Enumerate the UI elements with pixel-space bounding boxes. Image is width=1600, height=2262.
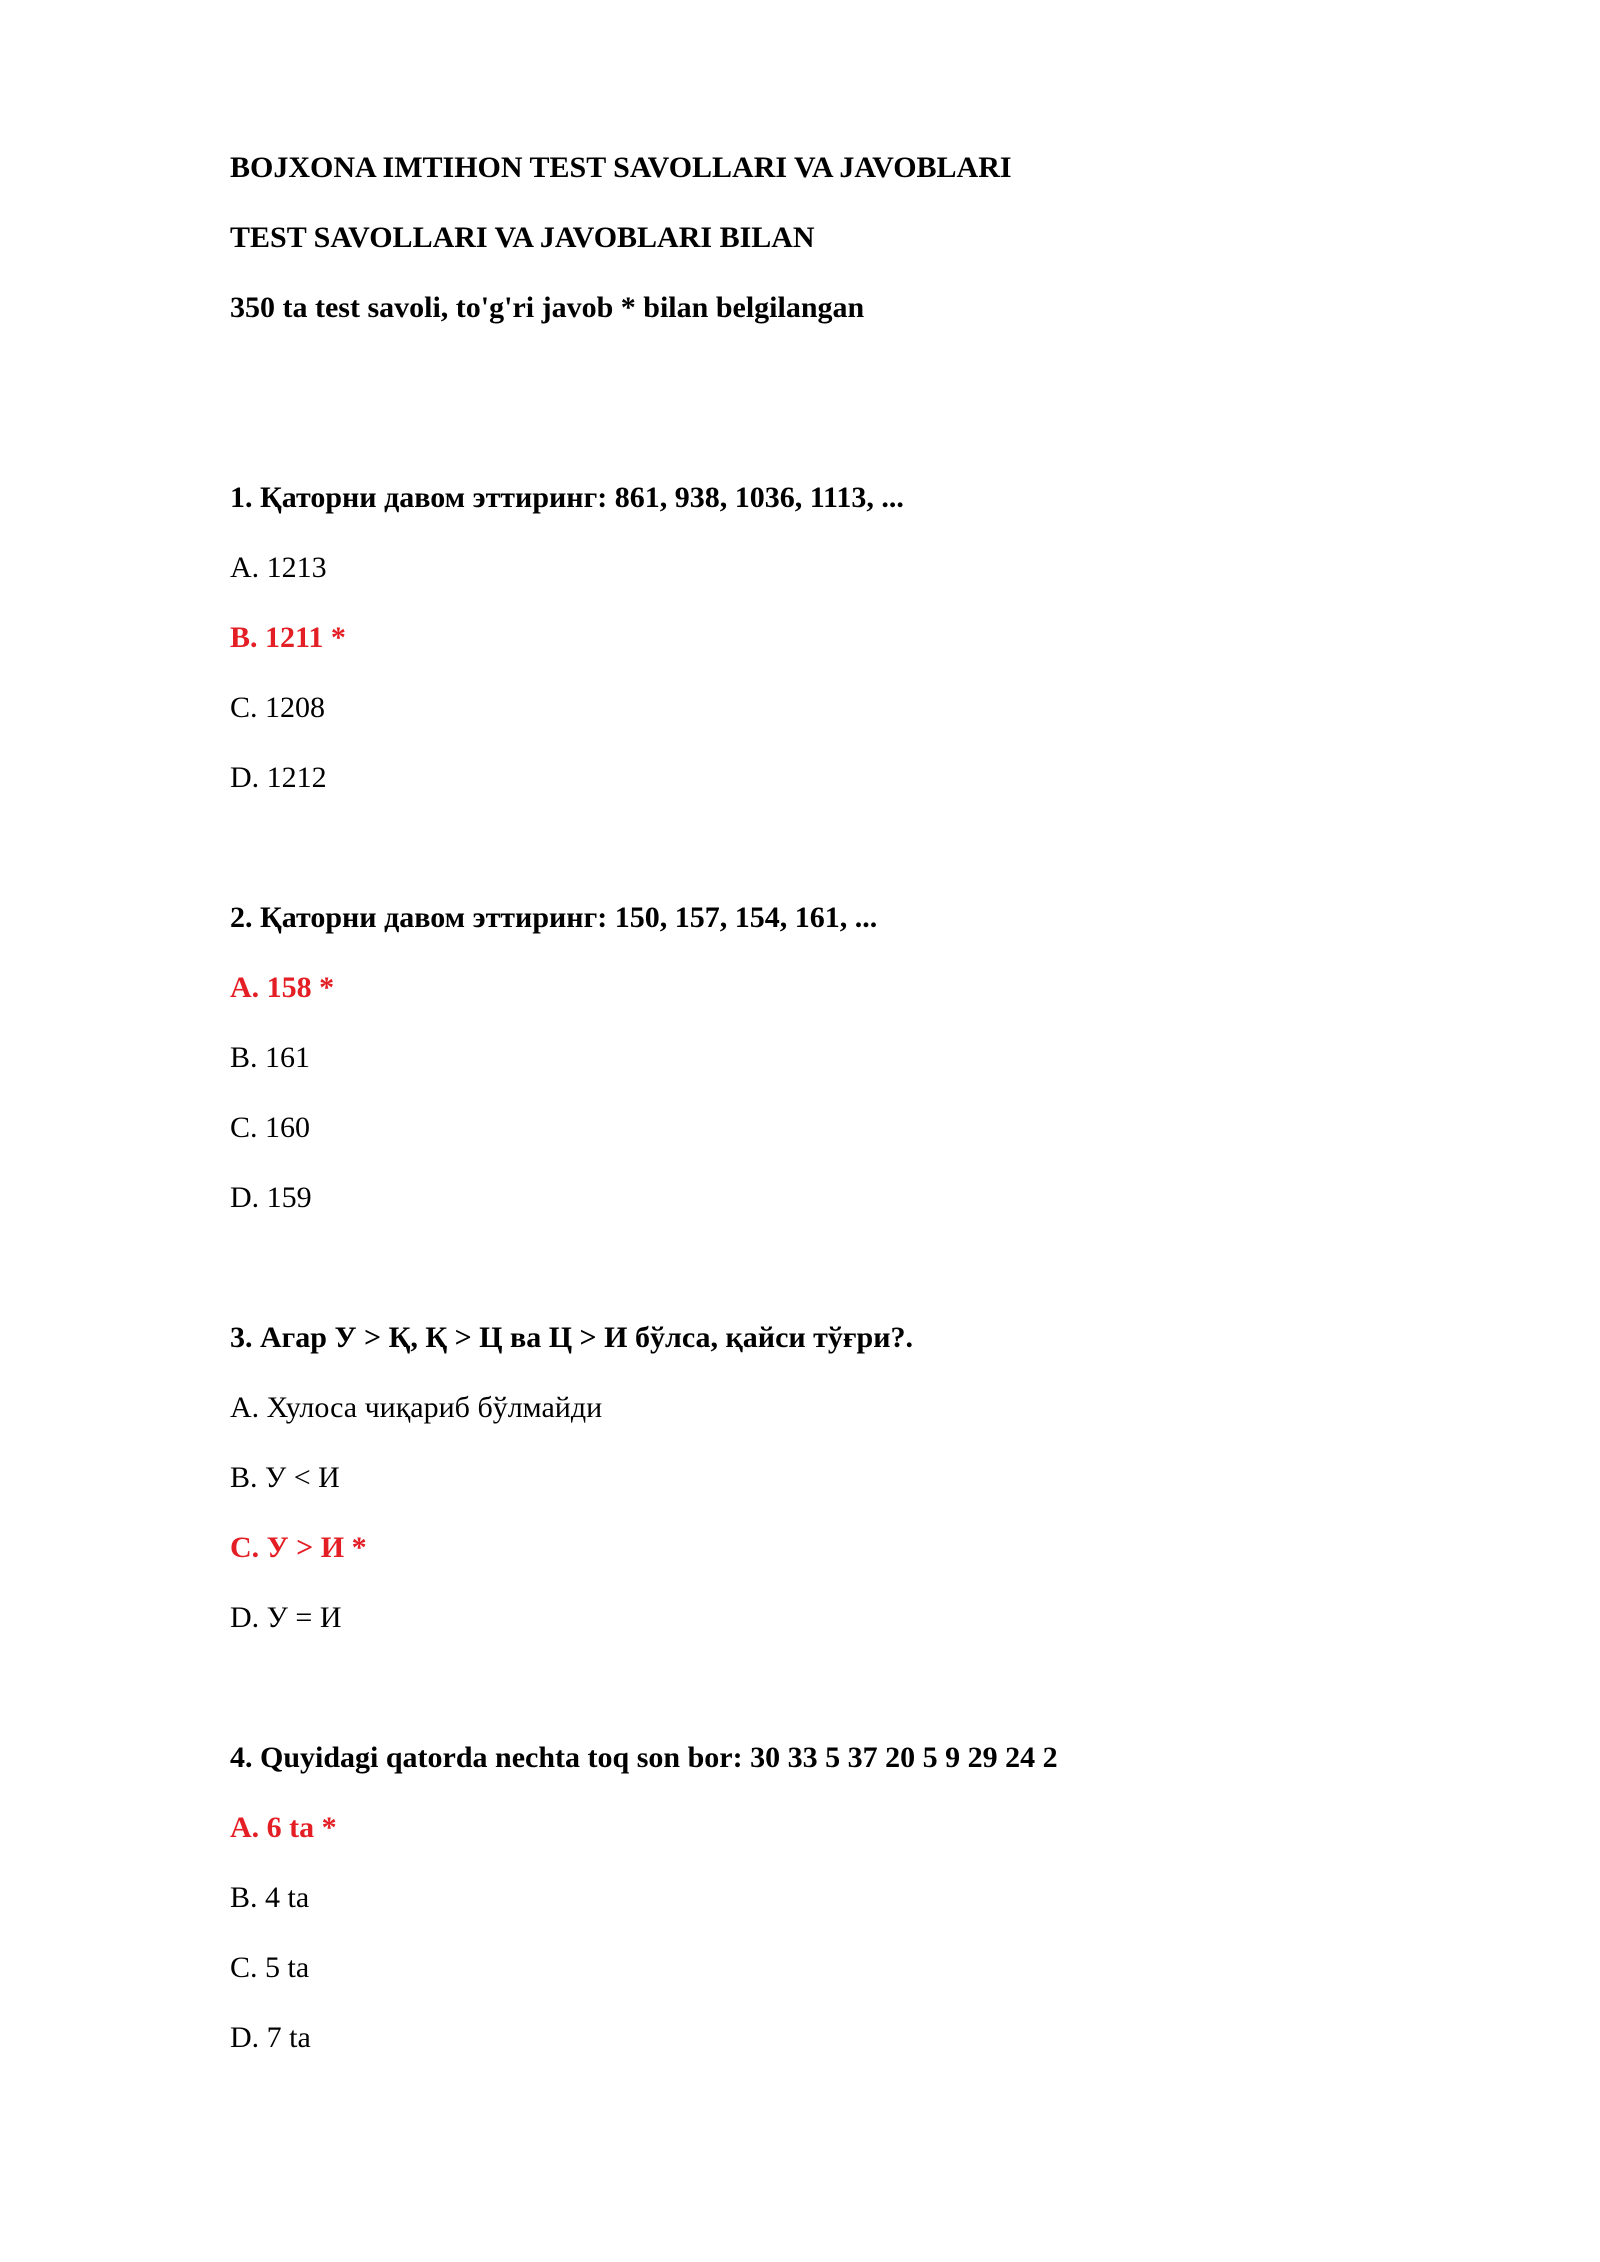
question-2 bbox=[230, 898, 1430, 1218]
answer-option-d: D. У = И bbox=[230, 1601, 342, 1634]
question-text: 3. Агар У > Қ, Қ > Ц ва Ц > И бўлса, қайси тўғри?. bbox=[230, 1321, 913, 1354]
answer-option-c: C. 160 bbox=[230, 1111, 311, 1144]
spacer bbox=[230, 1668, 1430, 1738]
answer-option-d: D. 1212 bbox=[230, 761, 327, 794]
answer-option-a-correct: A. 6 ta * bbox=[230, 1811, 337, 1844]
answer-option-c: C. 5 ta bbox=[230, 1951, 310, 1984]
answer-option-a: A. 1213 bbox=[230, 551, 327, 584]
document-subtitle: TEST SAVOLLARI VA JAVOBLARI BILAN bbox=[230, 221, 815, 254]
question-text: 4. Quyidagi qatorda nechta toq son bor: 30 33 5 37 20 5 9 29 24 2 bbox=[230, 1741, 1058, 1774]
spacer bbox=[230, 828, 1430, 898]
question-1 bbox=[230, 478, 1430, 798]
question-text: 1. Қаторни давом эттиринг: 861, 938, 1036, 1113, ... bbox=[230, 481, 904, 514]
answer-option-c: C. 1208 bbox=[230, 691, 326, 724]
answer-option-d: D. 159 bbox=[230, 1181, 312, 1214]
answer-option-b-correct: B. 1211 * bbox=[230, 621, 346, 654]
question-4 bbox=[230, 1738, 1430, 2058]
question-text: 2. Қаторни давом эттиринг: 150, 157, 154, 161, ... bbox=[230, 901, 878, 934]
document-title: BOJXONA IMTIHON TEST SAVOLLARI VA JAVOBLARI bbox=[230, 151, 1012, 184]
spacer bbox=[230, 1248, 1430, 1318]
answer-option-b: B. 4 ta bbox=[230, 1881, 310, 1914]
document-content bbox=[230, 148, 1430, 2088]
answer-option-a-correct: A. 158 * bbox=[230, 971, 335, 1004]
spacer bbox=[230, 358, 1430, 478]
answer-option-c-correct: C. У > И * bbox=[230, 1531, 367, 1564]
answer-option-d: D. 7 ta bbox=[230, 2021, 311, 2054]
document-note: 350 ta test savoli, to'g'ri javob * bilan belgilangan bbox=[230, 291, 865, 324]
question-3 bbox=[230, 1318, 1430, 1638]
answer-option-b: B. У < И bbox=[230, 1461, 340, 1494]
answer-option-a: A. Хулоса чиқариб бўлмайди bbox=[230, 1391, 603, 1424]
answer-option-b: B. 161 bbox=[230, 1041, 311, 1074]
